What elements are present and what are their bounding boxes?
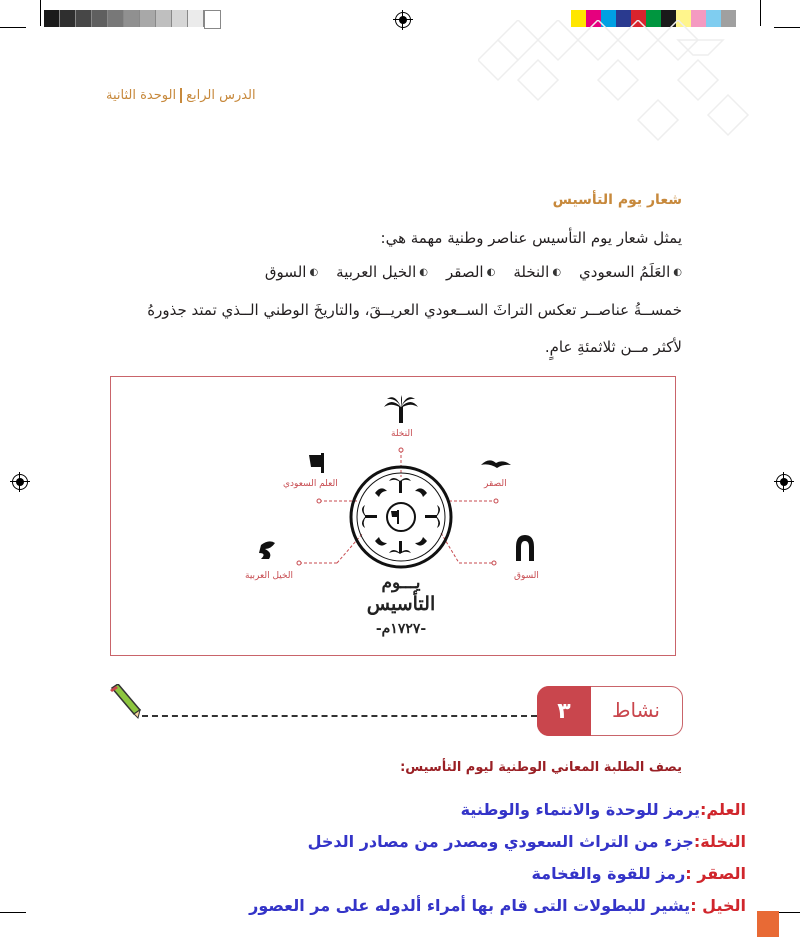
logo-title-line2: التأسيس: [366, 593, 436, 615]
list-item: ◐ الصقر: [445, 263, 496, 281]
pencil-icon: [108, 684, 142, 724]
unit-label: الوحدة الثانية: [106, 88, 177, 103]
activity-prompt: يصف الطلبة المعاني الوطنية ليوم التأسيس:: [400, 760, 682, 775]
grayscale-bar: [44, 10, 221, 29]
answer-line: الخيل :يشير للبطولات التى قام بها أمراء ألدوله على مر العصور: [249, 896, 746, 915]
dashed-divider: [142, 715, 537, 717]
crop-mark: [40, 0, 41, 26]
logo-year: -١٧٢٧م-: [375, 621, 427, 637]
souq-icon: [516, 535, 534, 561]
horse-label: الخيل العربية: [245, 571, 294, 581]
falcon-icon: [481, 460, 511, 468]
bullet-icon: ◐: [673, 266, 682, 278]
activity-badge: [537, 686, 683, 736]
activity-label: نشاط: [612, 698, 660, 722]
bullet-icon: ◐: [552, 266, 562, 278]
list-item: ◐ النخلة: [513, 263, 562, 281]
activity-number: ٣: [537, 686, 591, 736]
answer-line: النخلة:جزء من التراث السعودي ومصدر من مصادر الدخل: [307, 832, 746, 851]
flag-label: العلم السعودي: [283, 479, 338, 489]
list-item: ◐ العَلَمُ السعودي: [579, 263, 682, 281]
list-item: ◐ السوق: [264, 263, 319, 281]
list-item: ◐ الخيل العربية: [336, 263, 428, 281]
horse-icon: [259, 541, 275, 559]
bullet-icon: ◐: [419, 266, 428, 278]
page-corner-tab: [757, 911, 779, 937]
palm-label: النخلة: [391, 429, 413, 439]
body-line: لأكثر مــن ثلاثمئةِ عامٍ.: [544, 338, 682, 356]
lesson-label: الدرس الرابع: [186, 88, 256, 103]
elements-list: [265, 263, 682, 281]
intro-text: يمثل شعار يوم التأسيس عناصر وطنية مهمة هي:: [380, 229, 682, 247]
central-emblem: [351, 467, 451, 567]
bullet-icon: ◐: [309, 266, 319, 278]
answer-line: العلم:يرمز للوحدة والانتماء والوطنية: [460, 800, 746, 819]
section-title: شعار يوم التأسيس: [552, 192, 682, 208]
souq-label: السوق: [514, 571, 539, 581]
crop-mark: [0, 912, 26, 913]
palm-icon: [384, 395, 418, 423]
registration-mark: [395, 12, 411, 28]
logo-figure: [110, 376, 676, 656]
logo-diagram: [111, 377, 677, 657]
decorative-pattern: [478, 20, 778, 170]
falcon-label: الصقر: [484, 479, 507, 489]
page-header: [106, 88, 256, 103]
flag-icon: [309, 453, 324, 473]
bullet-icon: ◐: [486, 266, 496, 278]
answer-line: الصقر :رمز للقوة والفخامة: [531, 864, 746, 883]
logo-title-line1: يـــوم: [381, 573, 421, 593]
header-divider: [180, 88, 182, 103]
crop-mark: [0, 27, 26, 28]
body-line: خمســةُ عناصــر تعكس التراثَ الســعودي العريــقَ، والتاريخَ الوطني الــذي تمتد جذورهُ: [147, 301, 682, 319]
registration-mark: [776, 474, 792, 490]
registration-mark: [12, 474, 28, 490]
